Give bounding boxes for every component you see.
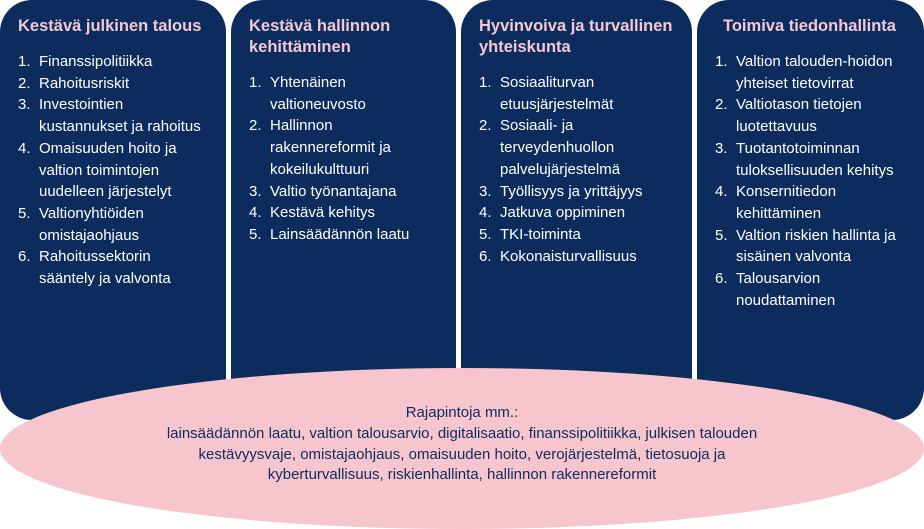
column-title: Toimiva tiedonhallinta bbox=[723, 17, 896, 35]
list-item: 2. Sosiaali- ja terveydenhuollon palvelujärjestelmä bbox=[479, 117, 621, 178]
list-item: 1. Finanssipolitiikka bbox=[18, 53, 153, 70]
interfaces-title: Rajapintoja mm.: bbox=[405, 404, 519, 421]
column-kestava-julkinen-talous bbox=[0, 0, 226, 420]
column-title: Hyvinvoiva ja turvallinen yhteiskunta bbox=[479, 17, 673, 56]
column-toimiva-tiedonhallinta bbox=[697, 0, 924, 420]
topic-list bbox=[715, 51, 908, 311]
topic-list bbox=[479, 72, 676, 267]
list-item: 3. Tuotantotoiminnan tuloksellisuuden kehitys bbox=[715, 139, 894, 179]
column-hyvinvoiva-ja-turvallinen-yhteiskunta bbox=[461, 0, 692, 420]
topic-list bbox=[249, 72, 440, 246]
interfaces-text: lainsäädännön laatu, valtion talousarvio, digitalisaatio, finanssipolitiikka, julkisen talouden kestävyysvaje, omistajaohjaus, omaisuuden hoito, verojärjestelmä, tietosuoja ja kyberturvallisuus, riskienhallinta, hallinnon rakennereformit bbox=[166, 425, 758, 483]
list-item: 4. Kestävä kehitys bbox=[249, 204, 376, 222]
list-item: 1. Yhtenäinen valtioneuvosto bbox=[249, 74, 366, 113]
list-item: 6. Talousarvion noudattaminen bbox=[715, 270, 836, 309]
interfaces-ellipse bbox=[0, 368, 924, 529]
list-item: 4. Omaisuuden hoito ja valtion toimintojen uudelleen järjestelyt bbox=[18, 139, 177, 201]
list-item: 5. TKI-toiminta bbox=[479, 225, 581, 243]
topic-list bbox=[18, 51, 210, 290]
column-title: Kestävä julkinen talous bbox=[18, 17, 202, 35]
list-item: 5. Valtion riskien hallinta ja sisäinen valvonta bbox=[715, 226, 896, 266]
list-item: 4. Konsernitiedon kehittäminen bbox=[715, 183, 837, 222]
list-item: 6. Kokonaisturvallisuus bbox=[479, 247, 637, 265]
list-item: 5. Lainsäädännön laatu bbox=[249, 225, 410, 243]
list-item: 3. Investointien kustannukset ja rahoitus bbox=[18, 96, 201, 136]
list-item: 5. Valtionyhtiöiden omistajaohjaus bbox=[18, 204, 144, 244]
list-item: 1. Valtion talouden-hoidon yhteiset tietovirrat bbox=[715, 53, 893, 92]
list-item: 3. Työllisyys ja yrittäjyys bbox=[479, 182, 643, 200]
list-item: 2. Rahoitusriskit bbox=[18, 74, 130, 92]
column-title: Kestävä hallinnon kehittäminen bbox=[249, 17, 391, 56]
column-kestava-hallinnon-kehittaminen bbox=[231, 0, 456, 420]
list-item: 6. Rahoitussektorin sääntely ja valvonta bbox=[18, 248, 171, 288]
list-item: 2. Valtiotason tietojen luotettavuus bbox=[715, 96, 862, 136]
list-item: 1. Sosiaaliturvan etuusjärjestelmät bbox=[479, 74, 614, 113]
list-item: 4. Jatkuva oppiminen bbox=[479, 204, 626, 222]
list-item: 3. Valtio työnantajana bbox=[249, 182, 397, 200]
list-item: 2. Hallinnon rakennereformit ja kokeilukulttuuri bbox=[249, 117, 391, 178]
